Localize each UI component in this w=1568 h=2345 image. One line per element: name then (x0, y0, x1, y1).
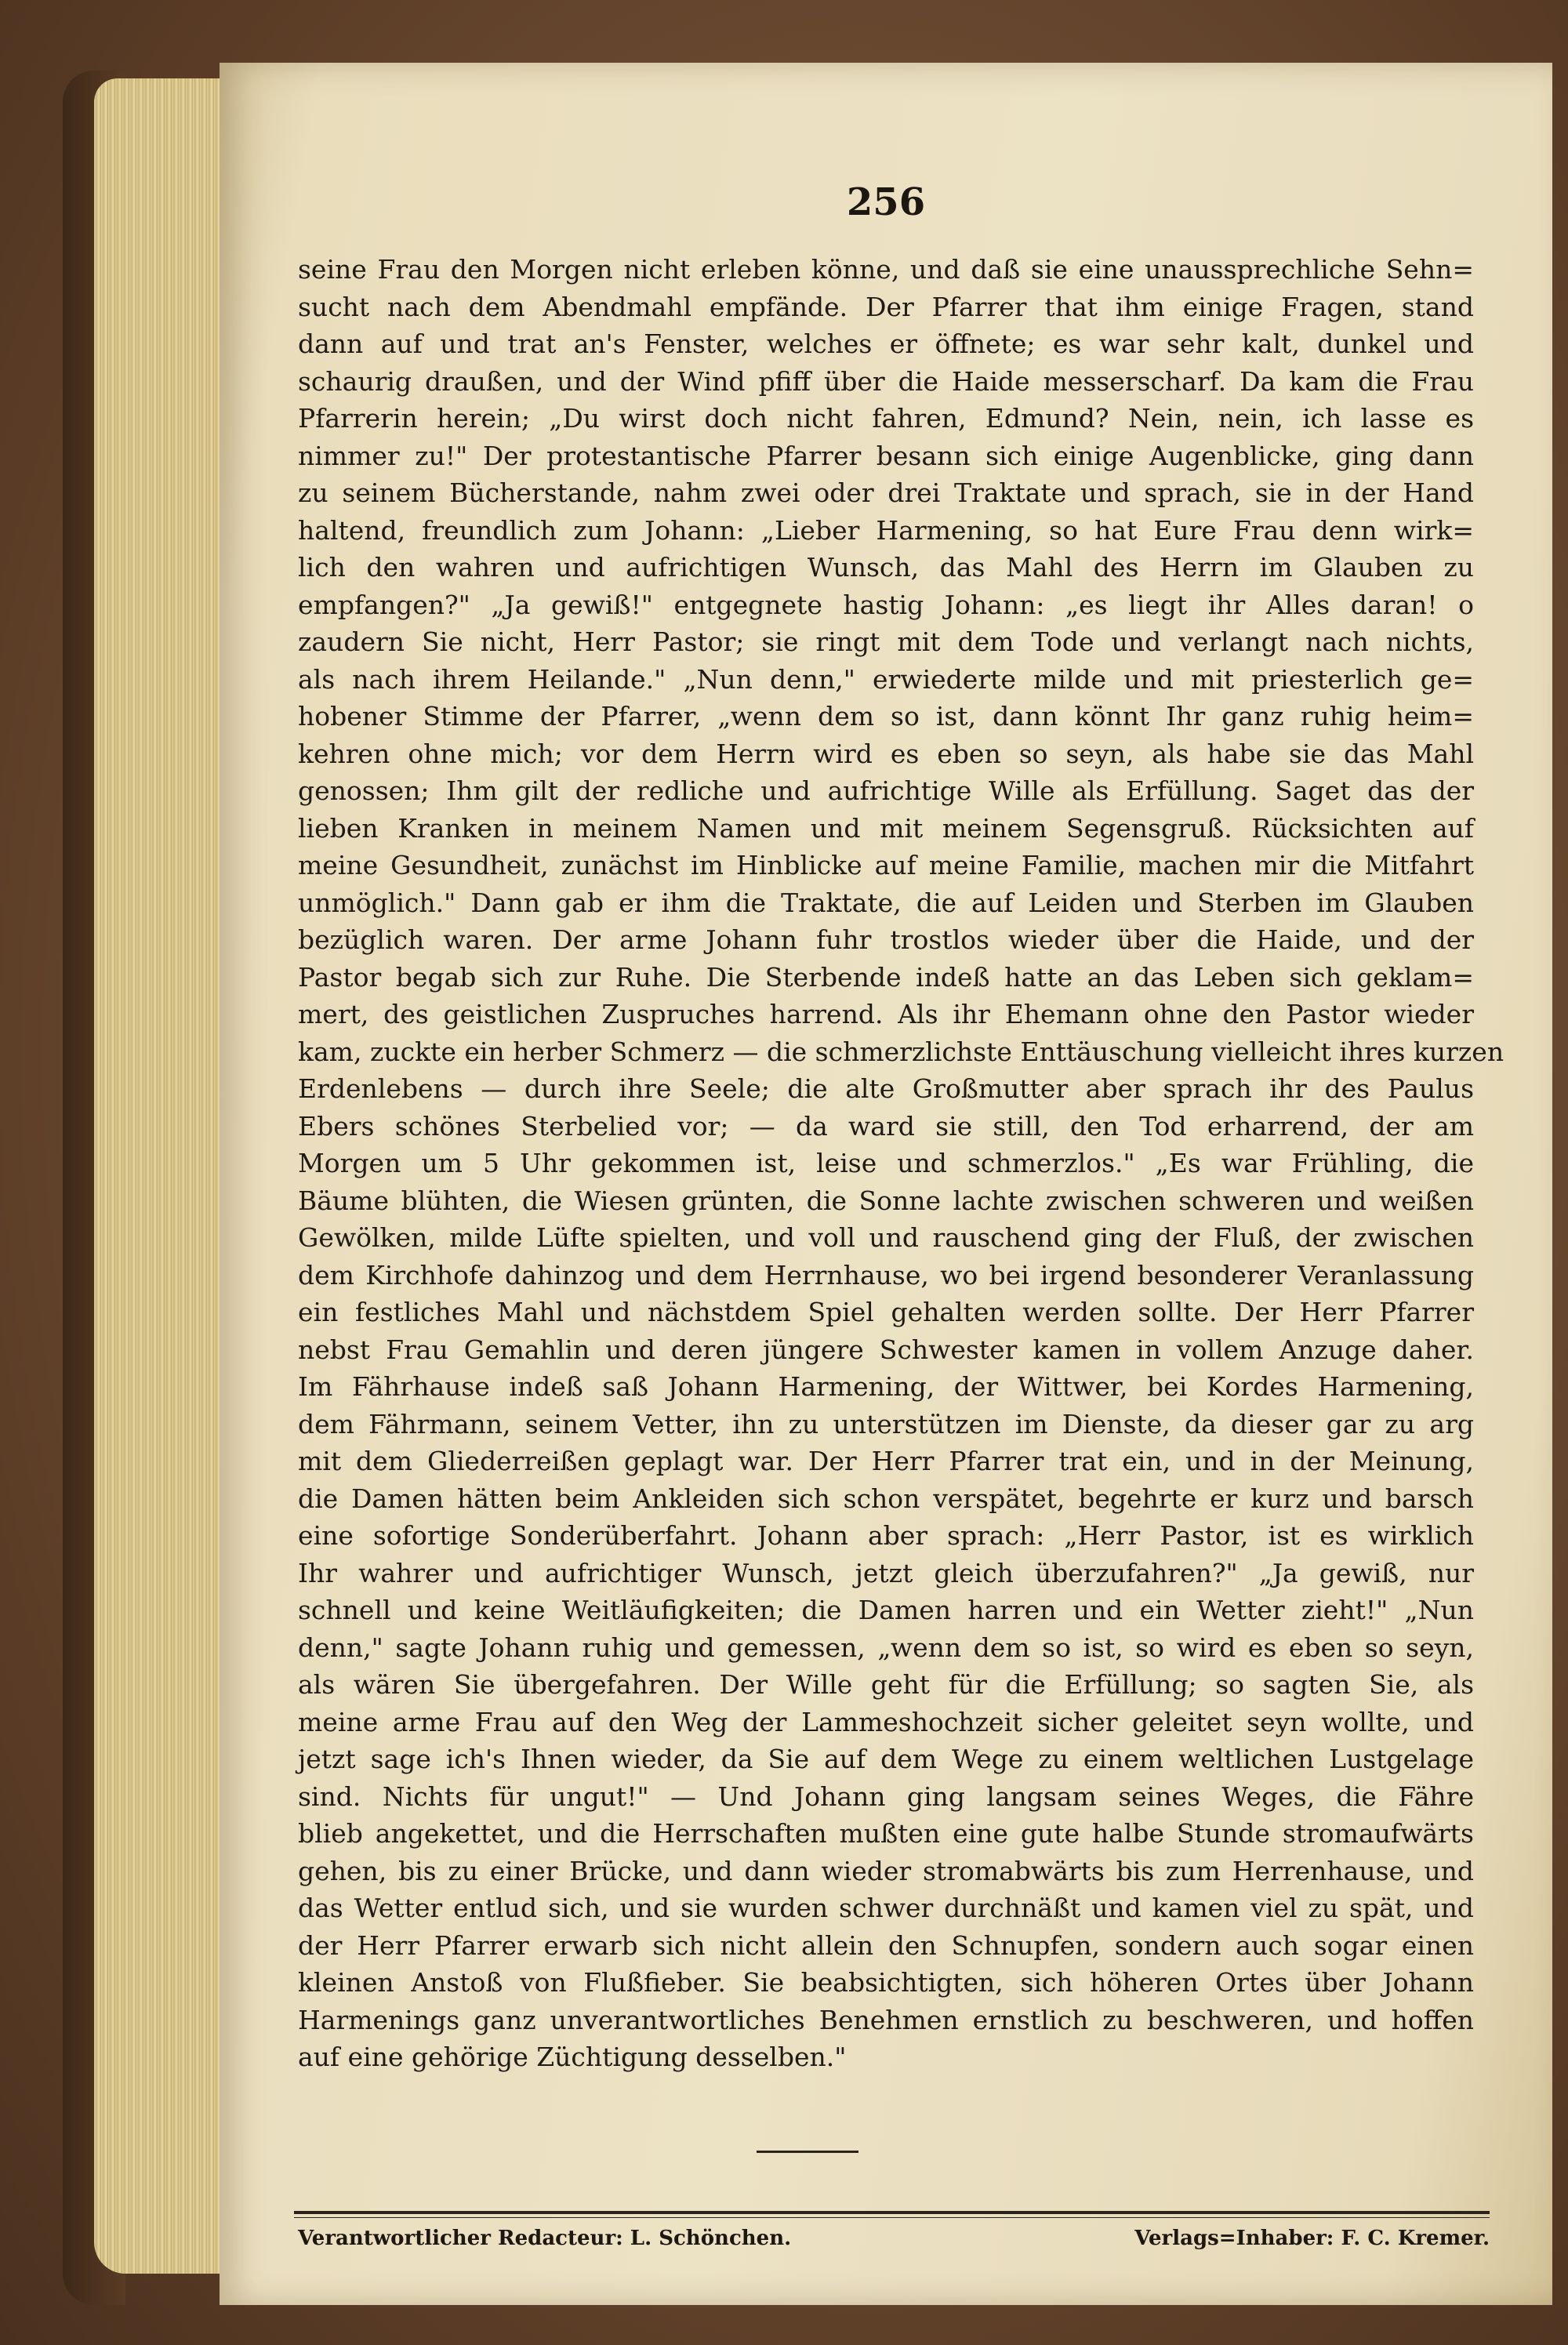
text-line: nebst Frau Gemahlin und deren jüngere Schwester kamen in vollem Anzuge daher. (298, 1334, 1474, 1365)
text-line: zaudern Sie nicht, Herr Pastor; sie ringt mit dem Tode und verlangt nach nichts, (298, 626, 1474, 657)
text-line: Pfarrerin herein; „Du wirst doch nicht fahren, Edmund? Nein, nein, ich lasse es (298, 403, 1474, 434)
text-line: bezüglich waren. Der arme Johann fuhr trostlos wieder über die Haide, und der (298, 924, 1474, 955)
text-line: Ebers schönes Sterbelied vor; — da ward sie still, den Tod erharrend, der am (298, 1110, 1474, 1142)
text-line: dem Fährmann, seinem Vetter, ihn zu unterstützen im Dienste, da dieser gar zu arg (298, 1408, 1474, 1439)
text-line: jetzt sage ich's Ihnen wieder, da Sie auf dem Wege zu einem weltlichen Lustgelage (298, 1744, 1474, 1774)
text-line: gehen, bis zu einer Brücke, und dann wieder stromabwärts bis zum Herrenhause, und (298, 1855, 1474, 1886)
text-line: meine arme Frau auf den Weg der Lammeshochzeit sicher geleitet seyn wollte, und (298, 1706, 1474, 1737)
body-text (298, 251, 1504, 2076)
text-line: lieben Kranken in meinem Namen und mit meinem Segensgruß. Rücksichten auf (298, 812, 1474, 844)
text-line: mert, des geistlichen Zuspruches harrend. Als ihr Ehemann ohne den Pastor wieder (298, 999, 1474, 1029)
text-line: als nach ihrem Heilande." „Nun denn," erwiederte milde und mit priesterlich ge= (298, 663, 1474, 695)
text-line: sind. Nichts für ungut!" — Und Johann ging langsam seines Weges, die Fähre (298, 1781, 1474, 1812)
footer-rule-thin (294, 2217, 1490, 2218)
text-line: seine Frau den Morgen nicht erleben könne, und daß sie eine unaussprechliche Sehn= (298, 254, 1474, 285)
text-line: haltend, freundlich zum Johann: „Lieber Harmening, so hat Eure Frau denn wirk= (298, 514, 1474, 546)
text-line: denn," sagte Johann ruhig und gemessen, „wenn dem so ist, so wird es eben so seyn, (298, 1632, 1474, 1663)
text-line: dem Kirchhofe dahinzog und dem Herrnhause, wo bei irgend besonderer Veranlassung (298, 1259, 1474, 1290)
text-line: lich den wahren und aufrichtigen Wunsch, das Mahl des Herrn im Glauben zu (298, 552, 1474, 583)
text-line: hobener Stimme der Pfarrer, „wenn dem so ist, dann könnt Ihr ganz ruhig heim= (298, 701, 1474, 731)
text-line: blieb angekettet, und die Herrschaften mußten eine gute halbe Stunde stromaufwärts (298, 1818, 1474, 1849)
text-line: die Damen hätten beim Ankleiden sich schon verspätet, begehrte er kurz und barsch (298, 1483, 1474, 1514)
text-line: Bäume blühten, die Wiesen grünten, die Sonne lachte zwischen schweren und weißen (298, 1185, 1474, 1216)
book-page (220, 63, 1552, 2305)
text-line: das Wetter entlud sich, und sie wurden schwer durchnäßt und kamen viel zu spät, und (298, 1893, 1474, 1923)
text-line: eine sofortige Sonderüberfahrt. Johann aber sprach: „Herr Pastor, ist es wirklich (298, 1520, 1474, 1551)
text-line: Ihr wahrer und aufrichtiger Wunsch, jetzt gleich überzufahren?" „Ja gewiß, nur (298, 1557, 1474, 1588)
page-footer (298, 2227, 1490, 2250)
page-number: 256 (846, 180, 926, 224)
text-line: genossen; Ihm gilt der redliche und aufrichtige Wille als Erfüllung. Saget das der (298, 775, 1474, 806)
text-line: kleinen Anstoß von Flußfieber. Sie beabsichtigten, sich höheren Ortes über Johann (298, 1967, 1474, 1998)
text-line: empfangen?" „Ja gewiß!" entgegnete hastig Johann: „es liegt ihr Alles daran! o (298, 589, 1474, 620)
text-line: dann auf und trat an's Fenster, welches er öffnete; es war sehr kalt, dunkel und (298, 329, 1474, 359)
text-line: meine Gesundheit, zunächst im Hinblicke auf meine Familie, machen mir die Mitfahrt (298, 850, 1474, 880)
text-line: Erdenlebens — durch ihre Seele; die alte Großmutter aber sprach ihr des Paulus (298, 1073, 1474, 1104)
text-line: zu seinem Bücherstande, nahm zwei oder drei Traktate und sprach, sie in der Hand (298, 477, 1474, 508)
text-line: der Herr Pfarrer erwarb sich nicht allein den Schnupfen, sondern auch sogar einen (298, 1929, 1474, 1961)
text-line: kehren ohne mich; vor dem Herrn wird es eben so seyn, als habe sie das Mahl (298, 738, 1474, 769)
text-line: ein festliches Mahl und nächstdem Spiel gehalten werden sollte. Der Herr Pfarrer (298, 1297, 1474, 1327)
text-line: Pastor begab sich zur Ruhe. Die Sterbende indeß hatte an das Leben sich geklam= (298, 961, 1474, 993)
text-line: schaurig draußen, und der Wind pfiff über die Haide messerscharf. Da kam die Frau (298, 365, 1474, 397)
footer-editor: Verantwortlicher Redacteur: L. Schönchen. (298, 2227, 792, 2250)
text-line: als wären Sie übergefahren. Der Wille geht für die Erfüllung; so sagten Sie, als (298, 1669, 1474, 1700)
text-line: nimmer zu!" Der protestantische Pfarrer besann sich einige Augenblicke, ging dann (298, 440, 1474, 471)
text-line: kam, zuckte ein herber Schmerz — die schmerzlichste Enttäuschung vielleicht ihres kurzen (298, 1036, 1504, 1067)
text-line: schnell und keine Weitläufigkeiten; die Damen harren und ein Wetter zieht!" „Nun (298, 1595, 1474, 1625)
text-line: mit dem Gliederreißen geplagt war. Der Herr Pfarrer trat ein, und in der Meinung, (298, 1446, 1474, 1476)
text-line: auf eine gehörige Züchtigung desselben." (298, 2042, 847, 2072)
text-line: sucht nach dem Abendmahl empfände. Der Pfarrer that ihm einige Fragen, stand (298, 291, 1474, 322)
section-divider (757, 2151, 858, 2153)
footer-rule (294, 2211, 1490, 2214)
footer-publisher: Verlags=Inhaber: F. C. Kremer. (1134, 2227, 1490, 2250)
text-line: Im Fährhause indeß saß Johann Harmening, der Wittwer, bei Kordes Harmening, (298, 1371, 1474, 1402)
text-line: unmöglich." Dann gab er ihm die Traktate, die auf Leiden und Sterben im Glauben (298, 887, 1474, 918)
text-line: Morgen um 5 Uhr gekommen ist, leise und schmerzlos." „Es war Frühling, die (298, 1148, 1474, 1178)
page-stack-edges (94, 78, 235, 2274)
text-line: Harmenings ganz unverantwortliches Benehmen ernstlich zu beschweren, und hoffen (298, 2004, 1474, 2035)
text-line: Gewölken, milde Lüfte spielten, und voll und rauschend ging der Fluß, der zwischen (298, 1222, 1474, 1253)
